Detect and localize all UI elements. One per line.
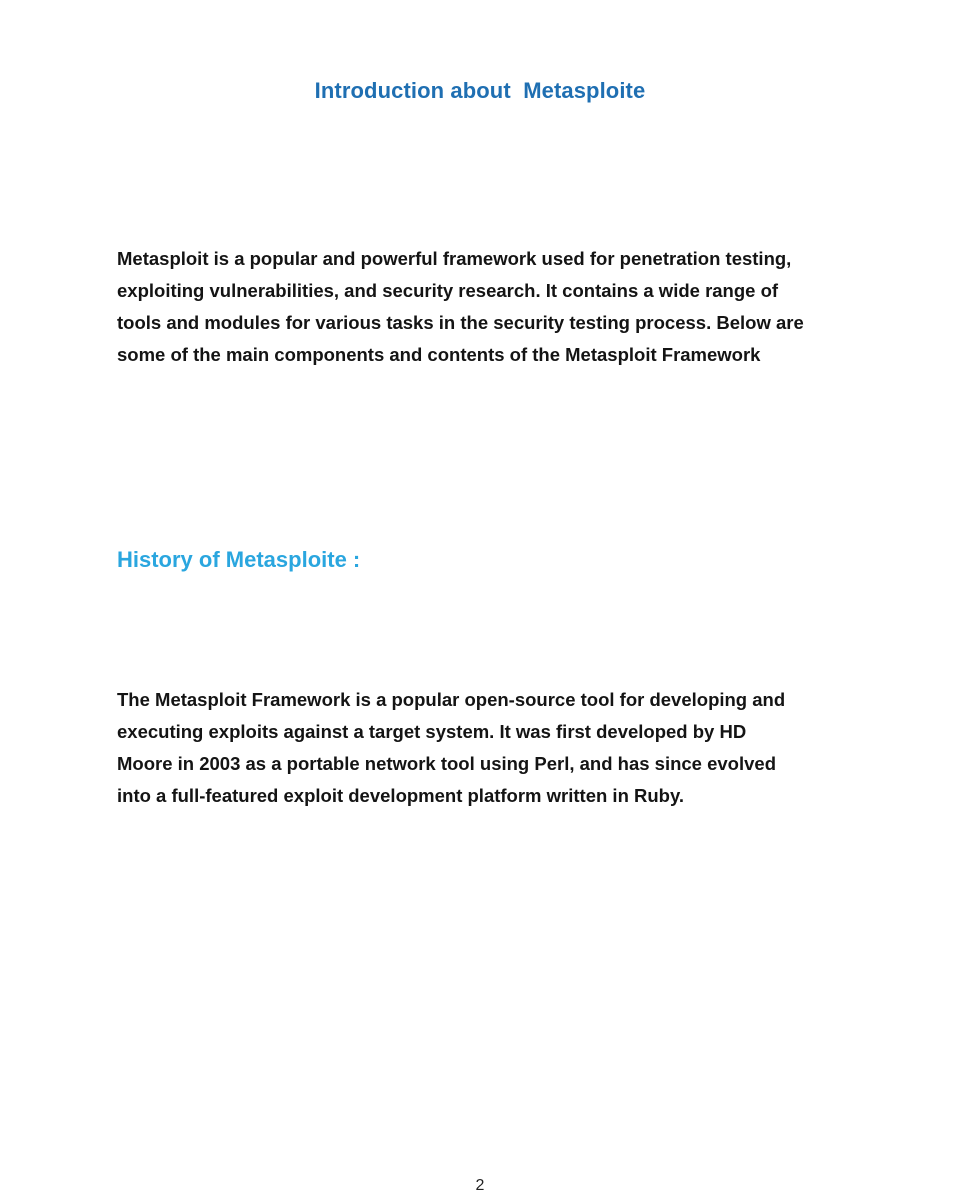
- intro-line: Metasploit is a popular and powerful framework used for penetration testing,: [117, 248, 792, 269]
- history-line: Moore in 2003 as a portable network tool using Perl, and has since evolved: [117, 753, 776, 774]
- intro-line: some of the main components and contents of the Metasploit Framework: [117, 344, 761, 365]
- intro-line: tools and modules for various tasks in the security testing process. Below are: [117, 312, 804, 333]
- intro-line: exploiting vulnerabilities, and security research. It contains a wide range of: [117, 280, 779, 301]
- intro-paragraph: [117, 243, 857, 371]
- history-line: executing exploits against a target system. It was first developed by HD: [117, 721, 747, 742]
- history-line: into a full-featured exploit development platform written in Ruby.: [117, 785, 685, 806]
- history-line: The Metasploit Framework is a popular open-source tool for developing and: [117, 689, 786, 710]
- history-paragraph: [117, 684, 857, 812]
- history-heading: History of Metasploite :: [117, 547, 361, 572]
- page-title: Introduction about Metasploite: [314, 78, 646, 103]
- page-number: 2: [475, 1177, 485, 1194]
